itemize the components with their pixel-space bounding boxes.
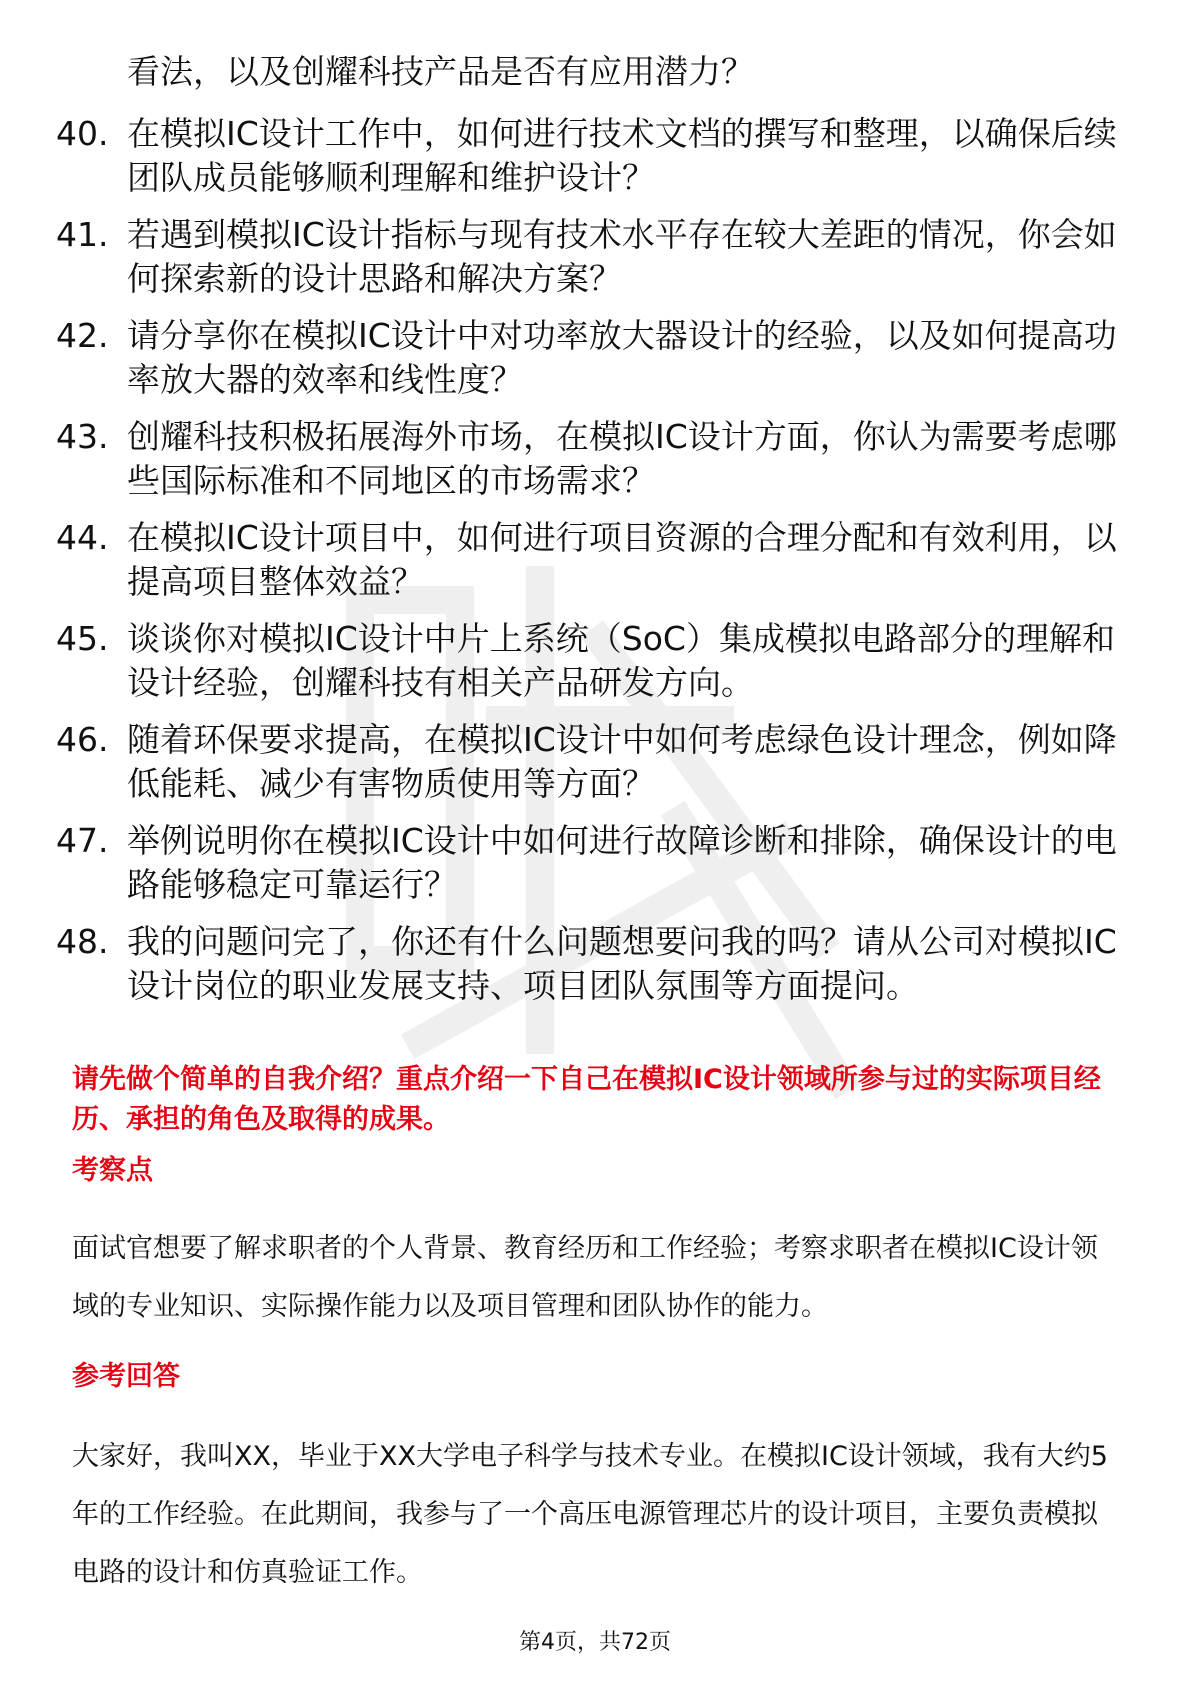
question-text: 我的问题问完了，你还有什么问题想要问我的吗？请从公司对模拟IC设计岗位的职业发展支持、项目团队氛围等方面提问。 (127, 922, 1117, 1005)
question-text: 举例说明你在模拟IC设计中如何进行故障诊断和排除，确保设计的电路能够稳定可靠运行？ (127, 821, 1117, 904)
question-number: 48. (56, 922, 109, 961)
answer-text: 大家好，我叫XX，毕业于XX大学电子科学与技术专业。在模拟IC设计领域，我有大约5年的工作经验。在此期间，我参与了一个高压电源管理芯片的设计项目，主要负责模拟电路的设计和仿真验证工作。 (72, 1441, 1108, 1588)
question-number: 43. (56, 417, 109, 456)
question-number: 45. (56, 619, 109, 658)
question-item (56, 516, 1136, 604)
question-text: 若遇到模拟IC设计指标与现有技术水平存在较大差距的情况，你会如何探索新的设计思路和解决方案？ (127, 215, 1117, 298)
focus-text: 面试官想要了解求职者的个人背景、教育经历和工作经验；考察求职者在模拟IC设计领域的专业知识、实际操作能力以及项目管理和团队协作的能力。 (72, 1233, 1098, 1322)
question-text: 在模拟IC设计工作中，如何进行技术文档的撰写和整理，以确保后续团队成员能够顺利理解和维护设计？ (127, 114, 1117, 197)
focus-label: 考察点 (72, 1155, 153, 1186)
question-item (56, 415, 1136, 503)
question-item (56, 920, 1136, 1008)
question-text: 随着环保要求提高，在模拟IC设计中如何考虑绿色设计理念，例如降低能耗、减少有害物质使用等方面？ (127, 720, 1117, 803)
question-text: 创耀科技积极拓展海外市场，在模拟IC设计方面，你认为需要考虑哪些国际标准和不同地区的市场需求？ (127, 417, 1117, 500)
question-number: 47. (56, 821, 109, 860)
question-item (56, 112, 1136, 200)
page-indicator: 第4页，共72页 (519, 1630, 671, 1655)
question-item (56, 314, 1136, 402)
question-item (56, 819, 1136, 907)
question-number: 41. (56, 215, 109, 254)
question-list (56, 112, 1136, 1021)
question-number: 42. (56, 316, 109, 355)
question-item (56, 718, 1136, 806)
question-text: 请分享你在模拟IC设计中对功率放大器设计的经验，以及如何提高功率放大器的效率和线性度？ (127, 316, 1117, 399)
question-text: 在模拟IC设计项目中，如何进行项目资源的合理分配和有效利用，以提高项目整体效益？ (127, 518, 1117, 601)
question-number: 44. (56, 518, 109, 557)
question-number: 40. (56, 114, 109, 153)
question-item (56, 617, 1136, 705)
answer-label: 参考回答 (72, 1361, 180, 1392)
question-number: 46. (56, 720, 109, 759)
continued-question-line: 看法，以及创耀科技产品是否有应用潜力？ (127, 52, 754, 91)
question-item (56, 213, 1136, 301)
section-question-heading: 请先做个简单的自我介绍？重点介绍一下自己在模拟IC设计领域所参与过的实际项目经历、承担的角色及取得的成果。 (72, 1064, 1101, 1135)
question-text: 谈谈你对模拟IC设计中片上系统（SoC）集成模拟电路部分的理解和设计经验，创耀科技有相关产品研发方向。 (127, 619, 1115, 702)
